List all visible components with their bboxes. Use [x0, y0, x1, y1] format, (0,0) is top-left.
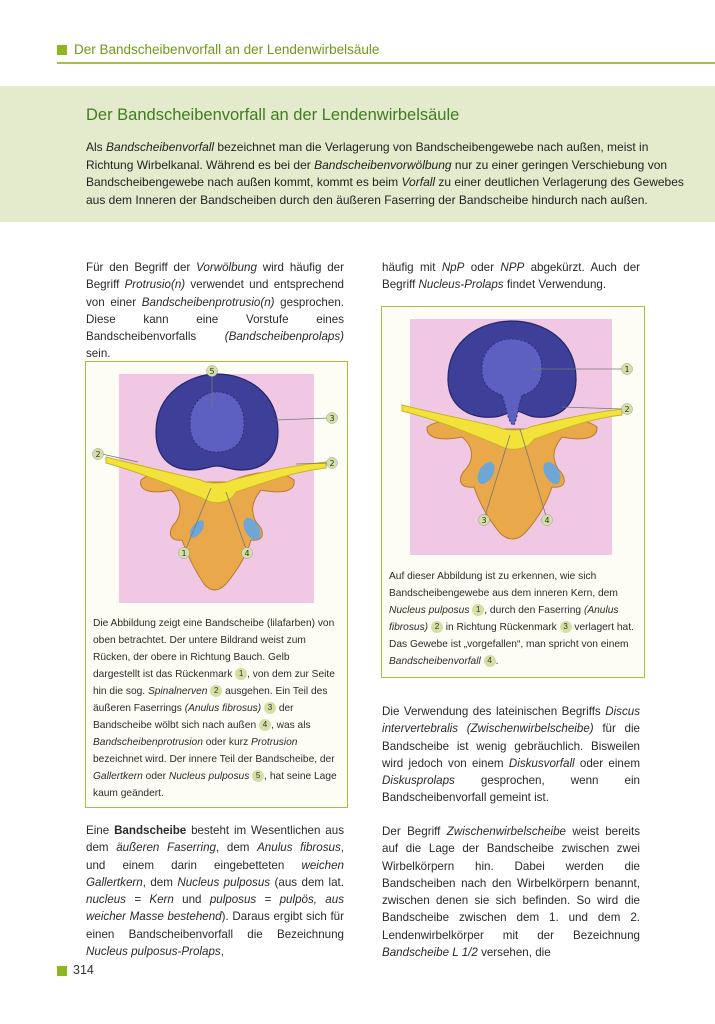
marker-ref-1: 1	[235, 668, 247, 680]
marker-ref-1: 1	[472, 604, 484, 616]
marker-ref-4: 4	[259, 719, 271, 731]
header-square-marker	[57, 45, 67, 55]
marker-ref-3: 3	[560, 621, 572, 633]
marker-ref-3: 3	[264, 702, 276, 714]
svg-text:4: 4	[244, 549, 250, 558]
svg-text:3: 3	[481, 516, 487, 525]
running-title: Der Bandscheibenvorfall an der Lendenwirbelsäule	[74, 42, 380, 57]
svg-text:2: 2	[95, 450, 101, 459]
svg-text:3: 3	[329, 414, 335, 423]
marker-ref-2: 2	[431, 621, 443, 633]
page-number-square-marker	[57, 966, 67, 976]
paragraph-abbreviation: häufig mit NpP oder NPP abgekürzt. Auch der Begriff Nucleus-Prolaps findet Verwendung.	[382, 261, 640, 292]
svg-text:2: 2	[624, 405, 630, 414]
svg-text:5: 5	[209, 367, 215, 376]
paragraph-protrusion: Für den Begriff der Vorwölbung wird häufig der Begriff Protrusio(n) verwendet und entsprechend von einer Bandscheibenprotrusio(n) gesprochen. Diese kann eine Vorstufe eines Bandscheibenvorfalls (Bandscheibenprolaps) sein.	[86, 261, 344, 361]
marker-ref-5: 5	[252, 770, 264, 782]
intro-paragraph: Als Bandscheibenvorfall bezeichnet man die Verlagerung von Bandscheibengewebe nach außen, meist in Richtung Wirbelkanal. Während es bei der Bandscheibenvorwölbung nur zu einer geringen Verschiebung von Bandscheibengewebe nach außen kommt, kommt es beim Vorfall zu einer deutlichen Verlagerung des Gewebes aus dem Inneren der Bandscheiben durch den äußeren Faserring der Bandscheibe hindurch nach außen.	[86, 140, 684, 207]
svg-text:1: 1	[624, 365, 630, 374]
figure1-caption: Die Abbildung zeigt eine Bandscheibe (lilafarben) von oben betrachtet. Der untere Bildrand weist zum Rücken, der obere in Richtung Bauch. Gelb dargestellt ist das Rückenmark 1 , von dem zur Seite hin die sog. Spinalnerven 2 ausgehen. Ein Teil des äußeren Faserrings (Anulus fibrosus) 3 der Bandscheibe wölbt sich nach außen 4 , was als Bandscheibenprotrusion oder kurz Protrusion bezeichnet wird. Der innere Teil der Bandscheibe, der Gallertkern oder Nucleus pulposus 5 , hat seine Lage kaum geändert.	[93, 618, 337, 799]
paragraph-zwischenwirbelscheibe: Der Begriff Zwischenwirbelscheibe weist bereits auf die Lage der Bandscheibe zwischen zwei Wirbelkörpern hin. Dabei werden die Bandscheiben nach den Wirbelkörpern benannt, zwischen denen sie sich befinden. So wird die Bandscheibe zwischen dem 1. und dem 2. Lendenwirbelkörper mit der Bezeichnung Bandscheibe L 1/2 versehen, die	[382, 825, 641, 960]
figure2-caption: Auf dieser Abbildung ist zu erkennen, wie sich Bandscheibengewebe aus dem inneren Kern, dem Nucleus pulposus 1 , durch den Faserring (Anulus fibrosus) 2 in Richtung Rückenmark 3 verlagert hat. Das Gewebe ist „vorgefallen“, man spricht von einem Bandscheibenvorfall 4 .	[389, 571, 634, 667]
svg-text:4: 4	[544, 516, 550, 525]
paragraph-bandscheibe: Eine Bandscheibe besteht im Wesentlichen aus dem äußeren Faserring, dem Anulus fibrosus, und einem darin eingebetteten weichen Gallertkern, dem Nucleus pulposus (aus dem lat. nucleus = Kern und pulposus = pulpös, aus weicher Masse bestehend). Daraus ergibt sich für einen Bandscheibenvorfall die Bezeichnung Nucleus pulposus-Prolaps,	[86, 824, 345, 959]
svg-text:2: 2	[329, 459, 335, 468]
svg-text:1: 1	[181, 549, 187, 558]
marker-ref-2: 2	[210, 685, 222, 697]
paragraph-discus: Die Verwendung des lateinischen Begriffs Discus intervertebralis (Zwischenwirbelscheibe) für die Bandscheibe ist wenig gebräuchlich. Bisweilen wird jedoch von einem Diskusvorfall oder einem Diskusprolaps gesprochen, wenn ein Bandscheibenvorfall gemeint ist.	[382, 705, 640, 805]
marker-ref-4: 4	[484, 655, 496, 667]
header-rule	[57, 62, 715, 64]
disc-nucleus	[190, 392, 244, 452]
page-number: 314	[73, 963, 94, 977]
section-title: Der Bandscheibenvorfall an der Lendenwirbelsäule	[86, 106, 460, 124]
